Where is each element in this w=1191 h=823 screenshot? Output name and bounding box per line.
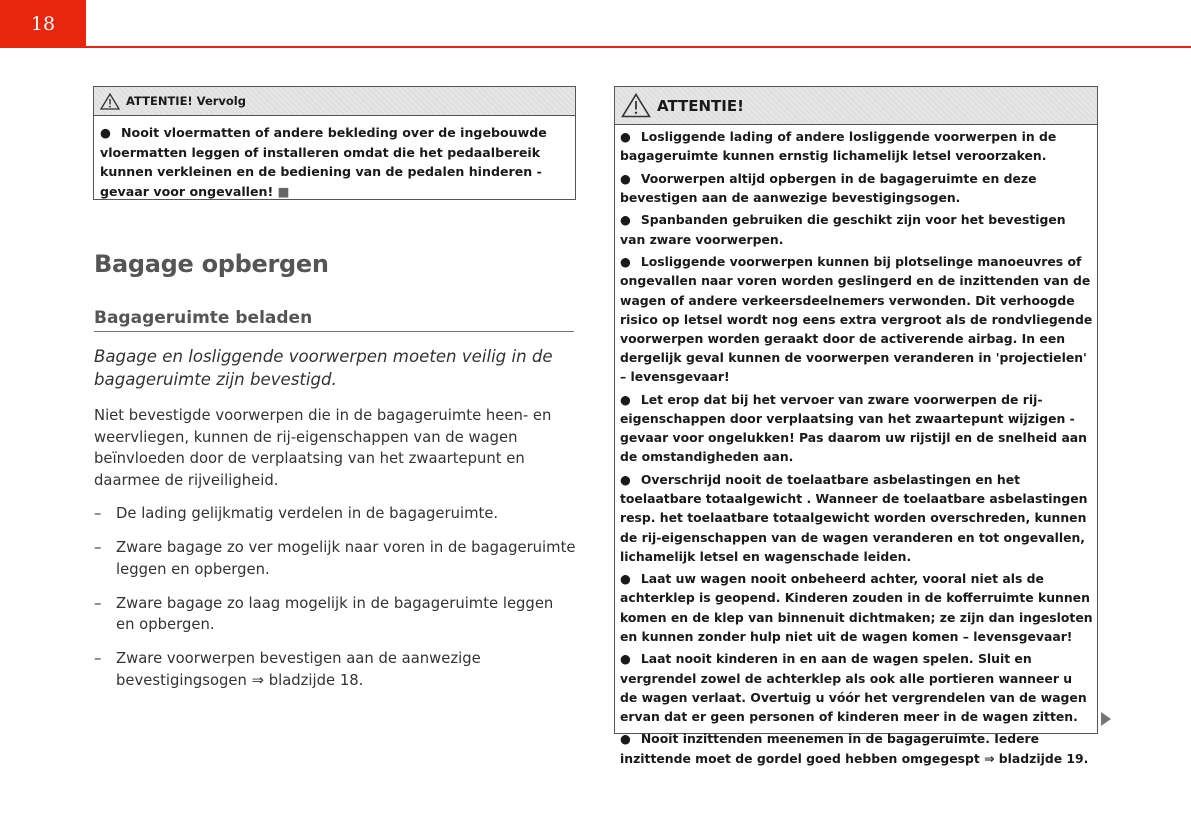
- bullet-icon: ●: [620, 571, 631, 587]
- bullet-icon: ●: [620, 129, 631, 144]
- warning-box-main: [614, 86, 1098, 766]
- dash-icon: –: [94, 539, 102, 556]
- bullet-icon: ●: [620, 212, 631, 228]
- warning-item: ● Nooit vloermatten of andere bekleding over de ingebouwde vloermatten leggen of installeren omdat die het pedaalbereik kunnen verkleinen en de bediening van de pedalen hinderen - gevaar voor ongevallen! ■: [100, 125, 547, 199]
- list-item: – Zware voorwerpen bevestigen aan de aanwezige bevestigingsogen ⇒ bladzijde 18.: [94, 650, 481, 689]
- warning-item: ● Overschrijd nooit de toelaatbare asbelastingen en het toelaatbare totaalgewicht . Wanneer de toelaatbare asbelastingen resp. het toelaatbare totaalgewicht worden overschreden, kunnen de rij-eigenschappen van de wagen veranderen en tot ongevallen, lichamelijk letsel en wagenschade leiden.: [620, 471, 1088, 564]
- dash-icon: –: [94, 594, 102, 612]
- warning-body: [615, 125, 1097, 768]
- dash-icon: –: [94, 505, 102, 522]
- bullet-icon: ●: [620, 471, 631, 487]
- warning-triangle-icon: [621, 93, 651, 118]
- list-item: – Zware bagage zo ver mogelijk naar voren in de bagageruimte leggen en opbergen.: [94, 539, 576, 578]
- warning-body: [94, 116, 575, 201]
- section-subtitle: Bagageruimte beladen: [94, 308, 574, 332]
- header-rule: [86, 46, 1191, 48]
- warning-item: ● Voorwerpen altijd opbergen in de bagageruimte en deze bevestigen aan de aanwezige bevestigingsogen.: [620, 170, 1037, 205]
- body-paragraph: Niet bevestigde voorwerpen die in de bagageruimte heen- en weervliegen, kunnen de rij-eigenschappen van de wagen beïnvloeden door de verplaatsing van het zwaartepunt en daarmee de rijveiligheid.: [94, 407, 552, 489]
- bullet-icon: ●: [620, 170, 631, 186]
- warning-item: ● Nooit inzittenden meenemen in de bagageruimte. Iedere inzittende moet de gordel goed hebben omgegespt ⇒ bladzijde 19.: [620, 731, 1089, 766]
- warning-item: ● Losliggende voorwerpen kunnen bij plotselinge manoeuvres of ongevallen naar voren worden geslingerd en de inzittenden van de wagen of andere verkeersdeelnemers verwonden. Dit verhoogde risico op letsel wordt nog eens extra vergroot als de rondvliegende voorwerpen worden geraakt door de activerende airbag. In een dergelijk geval kunnen de voorwerpen veranderen in 'projectielen' – levensgevaar!: [620, 254, 1093, 385]
- warning-title: ATTENTIE! Vervolg: [126, 94, 246, 108]
- bullet-icon: ●: [620, 731, 631, 747]
- warning-box-continued: [93, 86, 576, 200]
- warning-item: ● Losliggende lading of andere losliggende voorwerpen in de bagageruimte kunnen ernstig lichamelijk letsel veroorzaken.: [620, 129, 1057, 164]
- warning-triangle-icon: [100, 93, 120, 110]
- bullet-icon: ●: [100, 125, 111, 140]
- steps-list: [94, 503, 576, 704]
- warning-item: ● Spanbanden gebruiken die geschikt zijn voor het bevestigen van zware voorwerpen.: [620, 212, 1066, 247]
- list-item: – Zware bagage zo laag mogelijk in de bagageruimte leggen en opbergen.: [94, 594, 554, 633]
- warning-title: ATTENTIE!: [657, 96, 744, 115]
- bullet-icon: ●: [620, 391, 631, 407]
- list-item: – De lading gelijkmatig verdelen in de bagageruimte.: [94, 503, 576, 525]
- warning-header: [94, 87, 575, 116]
- next-page-arrow-icon[interactable]: [1101, 712, 1111, 726]
- warning-item: ● Laat nooit kinderen in en aan de wagen spelen. Sluit en vergrendel zowel de achterklep als ook alle portieren wanneer u de wagen verlaat. Overtuig u vóór het vergrendelen van de wagen ervan dat er geen personen of kinderen meer in de wagen zitten.: [620, 651, 1087, 724]
- bullet-icon: ●: [620, 254, 631, 270]
- lead-text: Bagage en losliggende voorwerpen moeten veilig in de bagageruimte zijn bevestigd.: [94, 347, 553, 389]
- end-mark-icon: ■: [277, 183, 290, 199]
- section-title: Bagage opbergen: [94, 250, 329, 278]
- page-number-text: 18: [30, 13, 56, 35]
- warning-item: ● Laat uw wagen nooit onbeheerd achter, vooral niet als de achterklep is geopend. Kinderen zouden in de kofferruimte kunnen komen en de klep van binnenuit dichtmaken; ze zijn dan ingesloten en kunnen zonder hulp niet uit de wagen komen – levensgevaar!: [620, 571, 1093, 644]
- warning-header: [615, 87, 1097, 125]
- bullet-icon: ●: [620, 651, 631, 667]
- warning-item: ● Let erop dat bij het vervoer van zware voorwerpen de rij-eigenschappen door verplaatsing van het zwaartepunt wijzigen - gevaar voor ongelukken! Pas daarom uw rijstijl en de snelheid aan de omstandigheden aan.: [620, 391, 1087, 465]
- dash-icon: –: [94, 650, 102, 667]
- page-number: [0, 0, 86, 48]
